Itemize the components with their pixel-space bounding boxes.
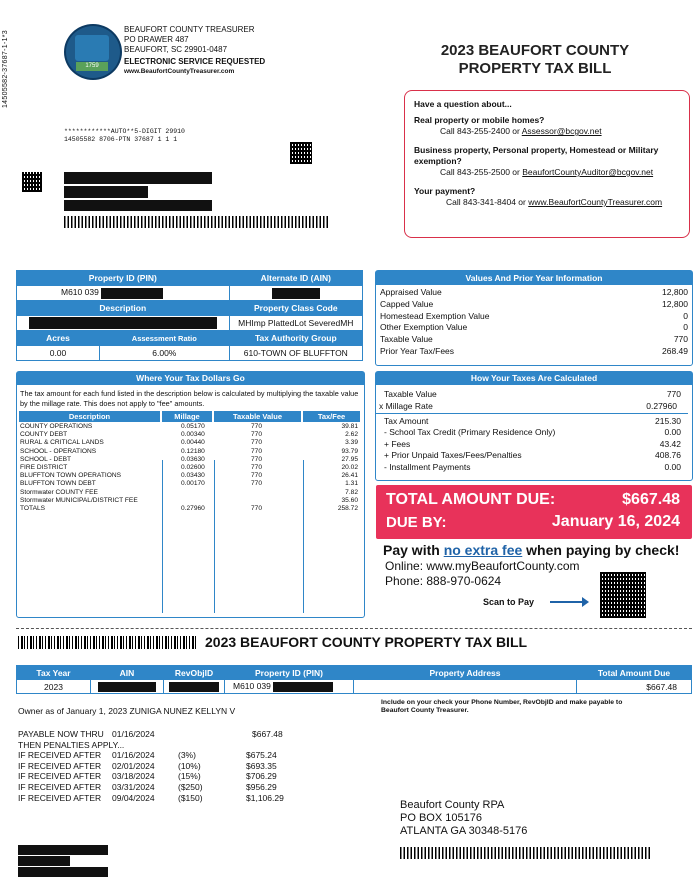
penalty-schedule xyxy=(18,729,298,803)
side-code: 14505582-37687-1-1*3 xyxy=(2,30,9,109)
fund-tax: 1.31 xyxy=(345,480,358,488)
fund-tax: 93.79 xyxy=(341,447,358,455)
penalty-amount: $675.24 xyxy=(246,750,277,761)
values-row-label: Prior Year Tax/Fees xyxy=(380,345,455,356)
pay-line-c: when paying by check! xyxy=(526,542,680,558)
q3-web-link[interactable]: www.BeaufortCountyTreasurer.com xyxy=(528,197,663,207)
arrow-right-icon xyxy=(550,601,584,603)
q2-call: Call 843-255-2500 or xyxy=(440,167,520,177)
total-label: TOTAL AMOUNT DUE: xyxy=(386,491,556,508)
stub-note: Include on your check your Phone Number, RevObjID and make payable to Beaufort County Treasurer. xyxy=(381,699,623,714)
penalty-date: 09/04/2024 xyxy=(112,792,155,803)
values-row xyxy=(376,311,692,323)
stub-redacted-3 xyxy=(18,867,108,877)
stub-pin-redacted xyxy=(273,682,333,692)
penalty-date: 03/18/2024 xyxy=(112,771,155,782)
stub-owner: Owner as of January 1, 2023 ZUNIGA NUNEZ KELLYN V xyxy=(18,706,236,716)
calc-row xyxy=(376,462,692,473)
sender-name: BEAUFORT COUNTY TREASURER xyxy=(124,25,255,34)
stub-col-address: Property Address xyxy=(354,666,577,680)
acres-value: 0.00 xyxy=(17,346,100,361)
due-label: DUE BY: xyxy=(386,514,447,531)
redacted-address-2 xyxy=(64,186,148,198)
q3-label: Your payment? xyxy=(414,186,476,196)
penalty-row xyxy=(18,750,298,761)
stub-ain-redacted xyxy=(98,682,156,692)
penalty-label: IF RECEIVED AFTER xyxy=(18,750,102,761)
fund-desc: BLUFFTON TOWN DEBT xyxy=(20,480,96,488)
fund-row xyxy=(19,497,362,505)
fund-taxable: 770 xyxy=(251,472,263,480)
stub-table xyxy=(16,665,692,694)
values-row xyxy=(376,346,692,358)
values-title: Values And Prior Year Information xyxy=(376,271,692,285)
stub-col-total: Total Amount Due xyxy=(577,666,692,680)
fund-tax: 35.60 xyxy=(341,496,358,504)
calc-row-value: 0.00 xyxy=(664,427,681,438)
fund-row xyxy=(19,423,362,431)
fund-desc: SCHOOL - DEBT xyxy=(20,455,72,463)
sender-addr1: PO DRAWER 487 xyxy=(124,35,189,44)
fund-tax: 3.39 xyxy=(345,439,358,447)
stub-total: $667.48 xyxy=(577,680,692,694)
service-requested: ELECTRONIC SERVICE REQUESTED xyxy=(124,57,266,66)
pay-now-label: PAYABLE NOW THRU xyxy=(18,729,104,739)
logo-year: 1759 xyxy=(76,62,108,71)
funds-panel xyxy=(16,371,365,618)
penalty-pct: (3%) xyxy=(178,750,196,761)
remit-postal-barcode xyxy=(400,847,650,859)
fund-millage: 0.02600 xyxy=(181,463,205,471)
total-amount: $667.48 xyxy=(622,491,680,508)
bill-title-line1: 2023 BEAUFORT COUNTY xyxy=(440,42,630,59)
calc-taxable-label: Taxable Value xyxy=(384,389,437,399)
penalty-pct: (10%) xyxy=(178,760,201,771)
q1-email-link[interactable]: Assessor@bcgov.net xyxy=(521,126,602,136)
values-row xyxy=(376,334,692,346)
redacted-address-1 xyxy=(64,172,212,184)
fund-taxable: 770 xyxy=(251,480,263,488)
calc-row xyxy=(376,427,692,438)
stub-redacted-2 xyxy=(18,856,70,866)
calc-row-value: 0.00 xyxy=(664,461,681,472)
stub-revobjid-redacted xyxy=(169,682,219,692)
calc-row-value: 43.42 xyxy=(659,438,681,449)
mail-qr-code-small xyxy=(22,172,42,192)
values-panel xyxy=(375,270,693,366)
values-row xyxy=(376,322,692,334)
fund-taxable: 770 xyxy=(251,439,263,447)
values-row-label: Taxable Value xyxy=(380,334,433,345)
pay-qr-code[interactable] xyxy=(600,572,646,618)
fund-row xyxy=(19,472,362,480)
ain-redacted xyxy=(272,288,320,299)
calc-row-value: 408.76 xyxy=(655,450,681,461)
ratio-header: Assessment Ratio xyxy=(100,331,230,346)
ratio-value: 6.00% xyxy=(100,346,230,361)
fund-row xyxy=(19,439,362,447)
class-header: Property Class Code xyxy=(229,301,362,316)
fund-row xyxy=(19,456,362,464)
penalty-date: 02/01/2024 xyxy=(112,760,155,771)
fund-tax: 27.95 xyxy=(341,455,358,463)
penalty-pct: ($250) xyxy=(178,781,203,792)
authority-value: 610-TOWN OF BLUFFTON xyxy=(229,346,362,361)
values-row xyxy=(376,299,692,311)
stub-pin: M610 039 xyxy=(233,681,271,692)
pin-redacted xyxy=(101,288,163,299)
fund-millage: 0.00170 xyxy=(181,480,205,488)
fund-row xyxy=(19,431,362,439)
funds-intro: The tax amount for each fund listed in the description below is calculated by multiplying the taxable value by the millage rate. This does not apply to "fee" amounts. xyxy=(20,389,359,408)
calc-row xyxy=(376,450,692,461)
fund-taxable: 770 xyxy=(251,447,263,455)
stub-title: 2023 BEAUFORT COUNTY PROPERTY TAX BILL xyxy=(205,634,528,650)
fund-millage: 0.00340 xyxy=(181,431,205,439)
penalty-amount: $1,106.29 xyxy=(246,792,284,803)
calc-millage-label: x Millage Rate xyxy=(379,401,433,411)
penalty-row xyxy=(18,761,298,772)
calc-row-label: - Installment Payments xyxy=(384,461,471,472)
total-due-box xyxy=(376,485,692,539)
calc-millage-value: 0.27960 xyxy=(646,401,677,411)
fund-desc: TOTALS xyxy=(20,504,46,512)
mail-line2: 14505582 8706-PTN 37687 1 1 1 xyxy=(64,136,178,143)
fund-millage: 0.03630 xyxy=(181,455,205,463)
calc-taxable-value: 770 xyxy=(666,389,681,399)
stub-redacted-1 xyxy=(18,845,108,855)
values-row-label: Capped Value xyxy=(380,298,434,309)
fund-row xyxy=(19,480,362,488)
mail-qr-code xyxy=(290,142,312,164)
penalty-date: 01/16/2024 xyxy=(112,750,155,761)
penalty-row xyxy=(18,782,298,793)
redacted-address-3 xyxy=(64,200,212,211)
description-redacted xyxy=(29,317,217,329)
fund-row xyxy=(19,448,362,456)
fund-row xyxy=(19,505,362,513)
penalty-amount: $693.35 xyxy=(246,760,277,771)
stub-col-ain: AIN xyxy=(91,666,164,680)
remit-line3: ATLANTA GA 30348-5176 xyxy=(400,825,528,837)
mail-line1: ************AUTO**5-DIGIT 29910 xyxy=(64,128,185,135)
fund-millage: 0.27960 xyxy=(181,504,205,512)
values-row-value: 12,800 xyxy=(662,298,688,309)
penalty-pct: ($150) xyxy=(178,792,203,803)
values-row xyxy=(376,287,692,299)
values-row-label: Homestead Exemption Value xyxy=(380,310,490,321)
calc-panel xyxy=(375,371,693,481)
class-value: MHImp PlattedLot SeveredMH xyxy=(229,316,362,331)
q2-label: Business property, Personal property, Homestead or Military exemption? xyxy=(414,145,659,166)
q1-label: Real property or mobile homes? xyxy=(414,115,545,125)
bill-title-line2: PROPERTY TAX BILL xyxy=(458,60,612,77)
sender-addr2: BEAUFORT, SC 29901-0487 xyxy=(124,45,228,54)
fund-millage: 0.12180 xyxy=(181,447,205,455)
penalty-row xyxy=(18,771,298,782)
questions-header: Have a question about... xyxy=(414,99,512,109)
fund-desc: RURAL & CRITICAL LANDS xyxy=(20,439,104,447)
q1-call: Call 843-255-2400 or xyxy=(440,126,520,136)
stub-barcode xyxy=(18,636,196,649)
penalty-label: IF RECEIVED AFTER xyxy=(18,760,102,771)
fund-taxable: 770 xyxy=(251,463,263,471)
ain-header: Alternate ID (AIN) xyxy=(229,271,362,286)
fund-millage: 0.00440 xyxy=(181,439,205,447)
scan-to-pay-label: Scan to Pay xyxy=(483,597,535,607)
q3-call: Call 843-341-8404 or xyxy=(446,197,526,207)
fund-tax: 2.62 xyxy=(345,431,358,439)
penalty-pct: (15%) xyxy=(178,771,201,782)
calc-row-label: + Fees xyxy=(384,438,411,449)
values-row-value: 0 xyxy=(683,322,688,333)
county-seal-logo xyxy=(64,24,122,80)
postal-barcode xyxy=(64,216,329,228)
values-row-value: 0 xyxy=(683,310,688,321)
penalty-amount: $956.29 xyxy=(246,781,277,792)
fund-millage: 0.03430 xyxy=(181,472,205,480)
acres-header: Acres xyxy=(17,331,100,346)
pay-online[interactable]: Online: www.myBeaufortCounty.com xyxy=(385,559,580,573)
property-panel xyxy=(16,270,363,364)
fund-desc: COUNTY DEBT xyxy=(20,431,68,439)
penalty-amount: $706.29 xyxy=(246,771,277,782)
calc-title: How Your Taxes Are Calculated xyxy=(376,372,692,385)
fund-millage: 0.05170 xyxy=(181,423,205,430)
penalty-label: IF RECEIVED AFTER xyxy=(18,792,102,803)
calc-row-label: + Prior Unpaid Taxes/Fees/Penalties xyxy=(384,450,522,461)
penalty-label: IF RECEIVED AFTER xyxy=(18,771,102,782)
pay-now-amount: $667.48 xyxy=(252,729,283,739)
funds-col-tax: Tax/Fee xyxy=(303,411,360,422)
pay-no-extra-fee: no extra fee xyxy=(443,542,523,558)
fund-taxable: 770 xyxy=(251,455,263,463)
values-row-label: Appraised Value xyxy=(380,287,442,297)
sender-web: www.BeaufortCountyTreasurer.com xyxy=(124,68,235,75)
fund-taxable: 770 xyxy=(251,423,263,430)
values-row-value: 770 xyxy=(673,334,688,345)
pay-line-a: Pay with xyxy=(383,542,440,558)
fund-desc: COUNTY OPERATIONS xyxy=(20,423,93,430)
fund-row xyxy=(19,464,362,472)
funds-title: Where Your Tax Dollars Go xyxy=(17,372,364,385)
stub-col-pin: Property ID (PIN) xyxy=(225,666,354,680)
fund-tax: 26.41 xyxy=(341,472,358,480)
fund-taxable: 770 xyxy=(251,504,263,512)
penalty-date: 03/31/2024 xyxy=(112,781,155,792)
tear-line xyxy=(16,628,692,629)
fund-taxable: 770 xyxy=(251,431,263,439)
fund-desc: BLUFFTON TOWN OPERATIONS xyxy=(20,472,121,480)
calc-row xyxy=(376,416,692,427)
fund-tax: 39.81 xyxy=(341,423,358,430)
fund-tax: 20.02 xyxy=(341,463,358,471)
pay-phone: Phone: 888-970-0624 xyxy=(385,574,502,588)
sender-block xyxy=(124,25,265,77)
funds-col-millage: Millage xyxy=(162,411,212,422)
funds-col-taxable: Taxable Value xyxy=(214,411,301,422)
pin-header: Property ID (PIN) xyxy=(17,271,230,286)
values-row-value: 12,800 xyxy=(662,287,688,297)
values-row-value: 268.49 xyxy=(662,345,688,356)
description-header: Description xyxy=(17,301,230,316)
stub-tax-year: 2023 xyxy=(17,680,91,694)
pay-now-date: 01/16/2024 xyxy=(112,729,155,739)
authority-header: Tax Authority Group xyxy=(229,331,362,346)
due-date: January 16, 2024 xyxy=(551,513,680,530)
fund-desc: FIRE DISTRICT xyxy=(20,463,68,471)
q2-email-link[interactable]: BeaufortCountyAuditor@bcgov.net xyxy=(522,167,654,177)
questions-box xyxy=(404,90,690,238)
fund-desc: Stormwater COUNTY FEE xyxy=(20,488,98,496)
fund-row xyxy=(19,489,362,497)
penalties-apply: THEN PENALTIES APPLY... xyxy=(18,739,125,750)
calc-row xyxy=(376,439,692,450)
calc-row-label: - School Tax Credit (Primary Residence Only) xyxy=(384,427,556,438)
fund-desc: Stormwater MUNICIPAL/DISTRICT FEE xyxy=(20,496,138,504)
remit-address xyxy=(400,799,527,838)
calc-row-label: Tax Amount xyxy=(384,416,429,426)
penalty-label: IF RECEIVED AFTER xyxy=(18,781,102,792)
funds-col-description: Description xyxy=(19,411,160,422)
fund-tax: 258.72 xyxy=(337,504,358,512)
stub-col-revobjid: RevObjID xyxy=(164,666,225,680)
fund-tax: 7.82 xyxy=(345,488,358,496)
mail-code xyxy=(64,128,185,144)
bill-title xyxy=(400,42,670,78)
calc-row-value: 215.30 xyxy=(655,416,681,426)
remit-line2: PO BOX 105176 xyxy=(400,812,482,824)
pin-value: M610 039 xyxy=(61,287,99,298)
remit-line1: Beaufort County RPA xyxy=(400,799,505,811)
stub-col-tax-year: Tax Year xyxy=(17,666,91,680)
values-row-label: Other Exemption Value xyxy=(380,322,468,333)
penalty-row xyxy=(18,793,298,804)
pay-no-fee-line xyxy=(383,542,679,558)
fund-desc: SCHOOL - OPERATIONS xyxy=(20,447,97,455)
